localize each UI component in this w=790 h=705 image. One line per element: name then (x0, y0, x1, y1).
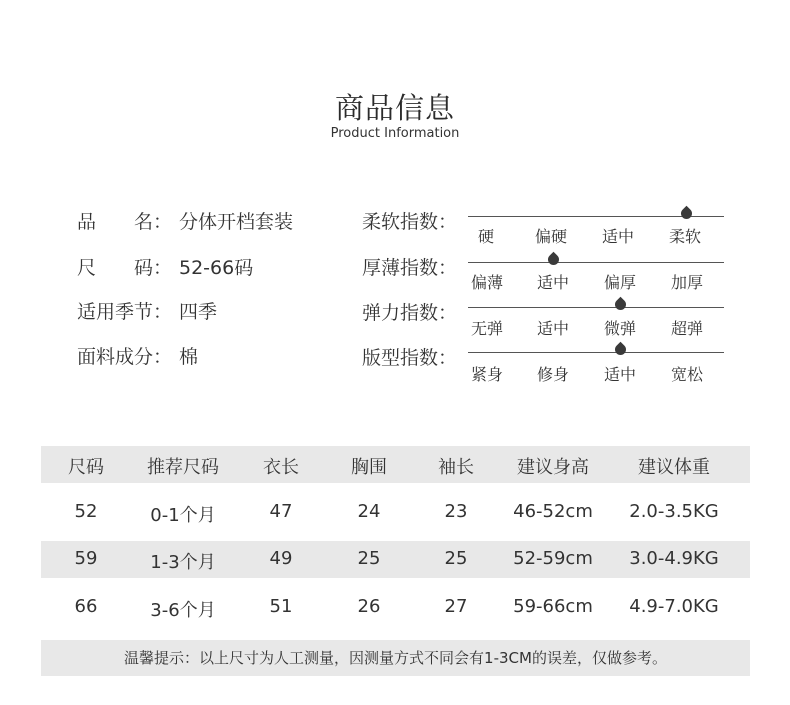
scale-thickness-option: 适中 (537, 273, 570, 292)
table-cell: 2.0-3.5KG (629, 501, 719, 522)
scale-fit-option: 适中 (604, 365, 637, 384)
scale-softness-option: 偏硬 (535, 227, 568, 246)
scale-elasticity-marker (612, 297, 628, 313)
scale-softness-option: 柔软 (669, 227, 702, 246)
scale-softness-option: 适中 (602, 227, 635, 246)
table-cell: 49 (269, 548, 293, 569)
page-title: 商品信息 (334, 91, 455, 125)
table-header-cell: 尺码 (68, 457, 104, 478)
table-cell: 3-6个月 (150, 600, 216, 621)
table-cell: 47 (269, 501, 293, 522)
scale-thickness-option: 偏薄 (471, 273, 504, 292)
scale-softness-marker (678, 206, 694, 222)
table-cell: 26 (357, 596, 381, 617)
scale-fit-marker (612, 342, 628, 358)
scale-elasticity-option: 超弹 (671, 319, 704, 338)
scale-thickness-option: 偏厚 (604, 273, 637, 292)
table-cell: 59 (74, 548, 98, 569)
info-season-key: 适用季节： (77, 301, 173, 323)
scale-fit-option: 修身 (537, 365, 570, 384)
table-header-cell: 建议身高 (517, 457, 589, 478)
info-name-key: 品 名： (77, 211, 173, 233)
scale-softness-label: 柔软指数： (362, 211, 458, 233)
info-size (77, 253, 253, 280)
scale-elasticity-option: 无弹 (471, 319, 504, 338)
scale-thickness-label: 厚薄指数： (362, 257, 458, 279)
scale-elasticity-label: 弹力指数： (362, 302, 458, 324)
table-cell: 25 (444, 548, 468, 569)
table-cell: 51 (269, 596, 293, 617)
table-cell: 52 (74, 501, 98, 522)
table-header-cell: 袖长 (438, 457, 474, 478)
table-header-cell: 胸围 (351, 457, 387, 478)
info-fabric-key: 面料成分： (77, 346, 173, 368)
scale-thickness-line (468, 262, 724, 263)
table-cell: 52-59cm (513, 548, 593, 569)
table-cell: 4.9-7.0KG (629, 596, 719, 617)
info-size-key: 尺 码： (77, 257, 173, 279)
table-cell: 23 (444, 501, 468, 522)
table-cell: 59-66cm (513, 596, 593, 617)
scale-thickness-marker (545, 252, 561, 268)
table-header-cell: 建议体重 (638, 457, 710, 478)
info-size-value: 52-66码 (179, 257, 254, 279)
scale-fit-label: 版型指数： (362, 347, 458, 369)
info-name (77, 207, 293, 234)
info-fabric-value: 棉 (179, 346, 199, 368)
scale-fit-line (468, 352, 724, 353)
page-subtitle: Product Information (330, 126, 460, 141)
scale-fit-option: 宽松 (671, 365, 704, 384)
table-header-cell: 衣长 (263, 457, 299, 478)
info-season (77, 297, 217, 324)
scale-softness-option: 硬 (478, 227, 495, 246)
table-cell: 1-3个月 (150, 552, 216, 573)
measurement-note: 温馨提示：以上尺寸为人工测量，因测量方式不同会有1-3CM的误差，仅做参考。 (41, 640, 750, 676)
info-fabric (77, 342, 198, 369)
table-cell: 25 (357, 548, 381, 569)
table-header-cell: 推荐尺码 (147, 457, 219, 478)
table-cell: 46-52cm (513, 501, 593, 522)
scale-thickness-option: 加厚 (671, 273, 704, 292)
scale-elasticity-option: 微弹 (604, 319, 637, 338)
scale-elasticity-option: 适中 (537, 319, 570, 338)
info-season-value: 四季 (179, 301, 218, 323)
table-cell: 24 (357, 501, 381, 522)
table-cell: 66 (74, 596, 98, 617)
scale-fit-option: 紧身 (471, 365, 504, 384)
table-cell: 0-1个月 (150, 505, 216, 526)
info-name-value: 分体开档套装 (179, 211, 294, 233)
table-cell: 27 (444, 596, 468, 617)
table-cell: 3.0-4.9KG (629, 548, 719, 569)
scale-elasticity-line (468, 307, 724, 308)
